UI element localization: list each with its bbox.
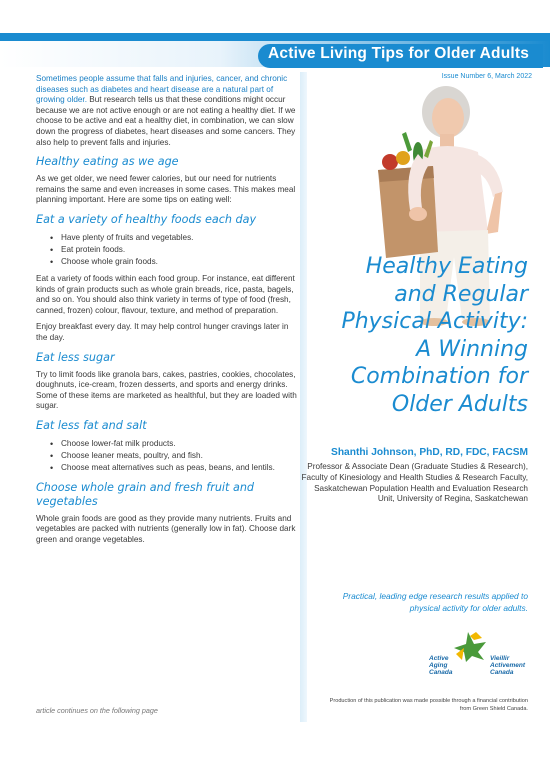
heading-healthy-eating: Healthy eating as we age bbox=[36, 155, 179, 169]
title-line: A Winning bbox=[416, 336, 528, 362]
author-name: Shanthi Johnson, PhD, RD, FDC, FACSM bbox=[331, 447, 528, 458]
logo-text-fr-2: Activement bbox=[490, 662, 526, 669]
author-affiliation: Professor & Associate Dean (Graduate Studies & Research), Faculty of Kinesiology and Health Studies & Research Faculty, Saskatchewan Population Health and Evaluation Research Unit, University of Regina, Saskatchewan bbox=[301, 462, 528, 504]
fat-salt-list bbox=[36, 438, 300, 474]
header-band bbox=[0, 33, 550, 41]
variety-list bbox=[36, 232, 300, 268]
intro-highlight: Sometimes people assume that falls and injuries, cancer, and chronic diseases such as diabetes and heart disease are a natural part of growing older. bbox=[36, 74, 288, 105]
issue-number: Issue Number 6, March 2022 bbox=[441, 73, 532, 80]
sugar-text: Try to limit foods like granola bars, cakes, pastries, cookies, chocolates, doughnuts, ice-cream, frozen desserts, and sports and energy drinks. Some of these items are marketed as healthful, but they are loaded with sugar. bbox=[36, 369, 297, 411]
heading-variety: Eat a variety of healthy foods each day bbox=[36, 212, 257, 226]
list-item: • Choose whole grain foods. bbox=[36, 256, 300, 268]
intro-paragraph bbox=[36, 74, 300, 148]
title-line: Older Adults bbox=[391, 391, 528, 417]
column-divider bbox=[300, 72, 307, 722]
heading-fat-salt: Eat less fat and salt bbox=[36, 418, 147, 432]
intro-continuation: But research tells us that these conditions might occur because we are not active enough or are not eating a healthy diet. If we choose to be active and eat a healthy diet, in combination, we can slow down the progress of diabetes, heart diseases and some cancers. They also help to prevent falls and injuries. bbox=[36, 95, 296, 147]
newsletter-title: Active Living Tips for Older Adults bbox=[268, 45, 530, 62]
continues-note: article continues on the following page bbox=[36, 706, 158, 715]
title-line: Healthy Eating bbox=[365, 254, 528, 279]
active-aging-canada-logo bbox=[426, 630, 536, 680]
heading-sugar: Eat less sugar bbox=[36, 350, 115, 364]
healthy-eating-text: As we get older, we need fewer calories, but our need for nutrients remains the same and even increases in some cases. This makes meal planning important. Here are some tips on eating well: bbox=[36, 174, 296, 205]
logo-text-en-3: Canada bbox=[429, 669, 453, 676]
tagline: Practical, leading edge research results applied to physical activity for older adults. bbox=[342, 591, 528, 613]
list-item: • Choose leaner meats, poultry, and fish. bbox=[36, 450, 300, 462]
list-item: • Choose meat alternatives such as peas, beans, and lentils. bbox=[36, 462, 300, 474]
list-item: • Choose lower-fat milk products. bbox=[36, 438, 300, 450]
feature-title bbox=[341, 253, 528, 419]
breakfast-text: Enjoy breakfast every day. It may help control hunger cravings later in the day. bbox=[36, 322, 289, 342]
logo-text-en-1: Active bbox=[429, 655, 449, 662]
logo-text-en-2: Aging bbox=[429, 662, 448, 669]
whole-grain-text: Whole grain foods are good as they provide many nutrients. Fruits and vegetables are packed with nutrients (generally low in fat). Choose dark green and orange vegetables. bbox=[36, 513, 296, 545]
title-line: Combination for bbox=[350, 364, 528, 390]
list-item: • Eat protein foods. bbox=[36, 244, 300, 256]
heading-whole-grain: Choose whole grain and fresh fruit and vegetables bbox=[36, 480, 255, 508]
title-line: and Regular bbox=[394, 281, 528, 307]
article-body bbox=[36, 74, 300, 552]
list-item: • Have plenty of fruits and vegetables. bbox=[36, 232, 300, 244]
logo-text-fr-1: Vieillir bbox=[490, 655, 510, 662]
title-line: Physical Activity: bbox=[341, 309, 528, 335]
variety-text: Eat a variety of foods within each food group. For instance, eat different kinds of grain products such as whole grain breads, rice, pasta, bagels, and so on. You should also think variety in terms of type of food (fresh, canned, frozen) colour, flavour, texture, and method of preparation. bbox=[36, 273, 295, 315]
logo-text-fr-3: Canada bbox=[490, 669, 514, 676]
funding-note: Production of this publication was made possible through a financial contribution from Green Shield Canada. bbox=[329, 698, 528, 713]
